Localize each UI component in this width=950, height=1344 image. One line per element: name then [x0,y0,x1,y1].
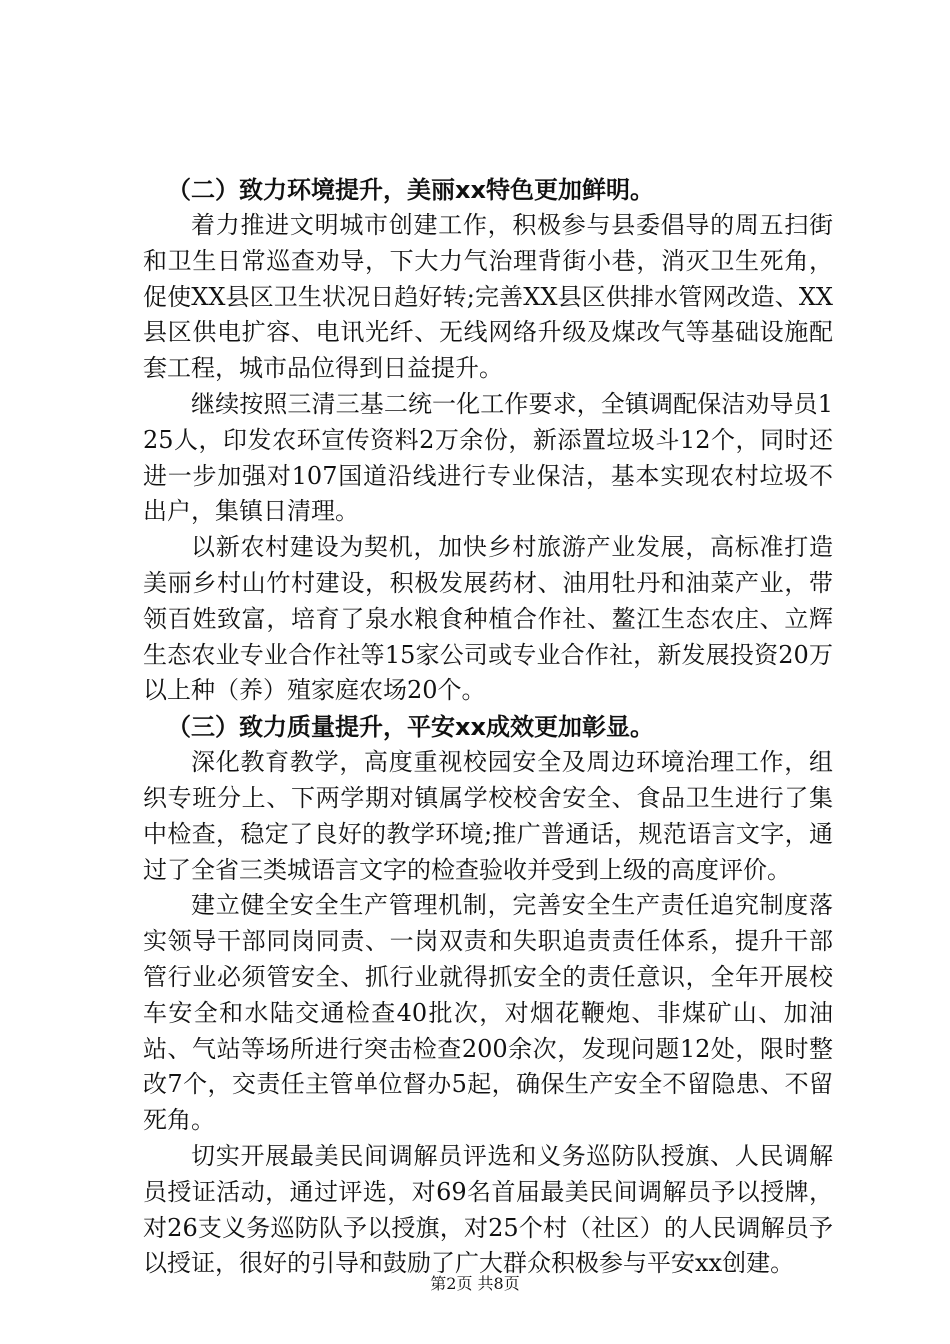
page-footer: 第2页 共8页 [430,1274,520,1293]
paragraph: 着力推进文明城市创建工作，积极参与县委倡导的周五扫街和卫生日常巡查劝导，下大力气治理背街小巷，消灭卫生死角，促使XX县区卫生状况日趋好转;完善XX县区供排水管网改造、XX县区供电扩容、电讯光纤、无线网络升级及煤改气等基础设施配套工程，城市品位得到日益提升。 [143,211,833,383]
paragraph: 以新农村建设为契机，加快乡村旅游产业发展，高标准打造美丽乡村山竹村建设，积极发展药材、油用牡丹和油菜产业，带领百姓致富，培育了泉水粮食种植合作社、鳌江生态农庄、立辉生态农业专业合作社等15家公司或专业合作社，新发展投资20万以上种（养）殖家庭农场20个。 [143,533,833,705]
paragraph: 建立健全安全生产管理机制，完善安全生产责任追究制度落实领导干部同岗同责、一岗双责和失职追责责任体系，提升干部管行业必须管安全、抓行业就得抓安全的责任意识，全年开展校车安全和水陆交通检查40批次，对烟花鞭炮、非煤矿山、加油站、气站等场所进行突击检查200余次，发现问题12处，限时整改7个，交责任主管单位督办5起，确保生产安全不留隐患、不留死角。 [143,891,833,1135]
paragraph: 切实开展最美民间调解员评选和义务巡防队授旗、人民调解员授证活动，通过评选，对69名首届最美民间调解员予以授牌，对26支义务巡防队予以授旗，对25个村（社区）的人民调解员予以授证，很好的引导和鼓励了广大群众积极参与平安xx创建。 [143,1141,833,1278]
document-body [143,172,833,1282]
paragraph: 深化教育教学，高度重视校园安全及周边环境治理工作，组织专班分上、下两学期对镇属学校校舍安全、食品卫生进行了集中检查，稳定了良好的教学环境;推广普通话，规范语言文字，通过了全省三类城语言文字的检查验收并受到上级的高度评价。 [143,748,833,884]
section-heading-2: （二）致力环境提升，美丽xx特色更加鲜明。 [167,176,654,204]
section-heading-3: （三）致力质量提升，平安xx成效更加彰显。 [167,713,654,742]
paragraph: 继续按照三清三基二统一化工作要求，全镇调配保洁劝导员125人，印发农环宣传资料2万余份，新添置垃圾斗12个，同时还进一步加强对107国道沿线进行专业保洁，基本实现农村垃圾不出户，集镇日清理。 [143,389,833,526]
